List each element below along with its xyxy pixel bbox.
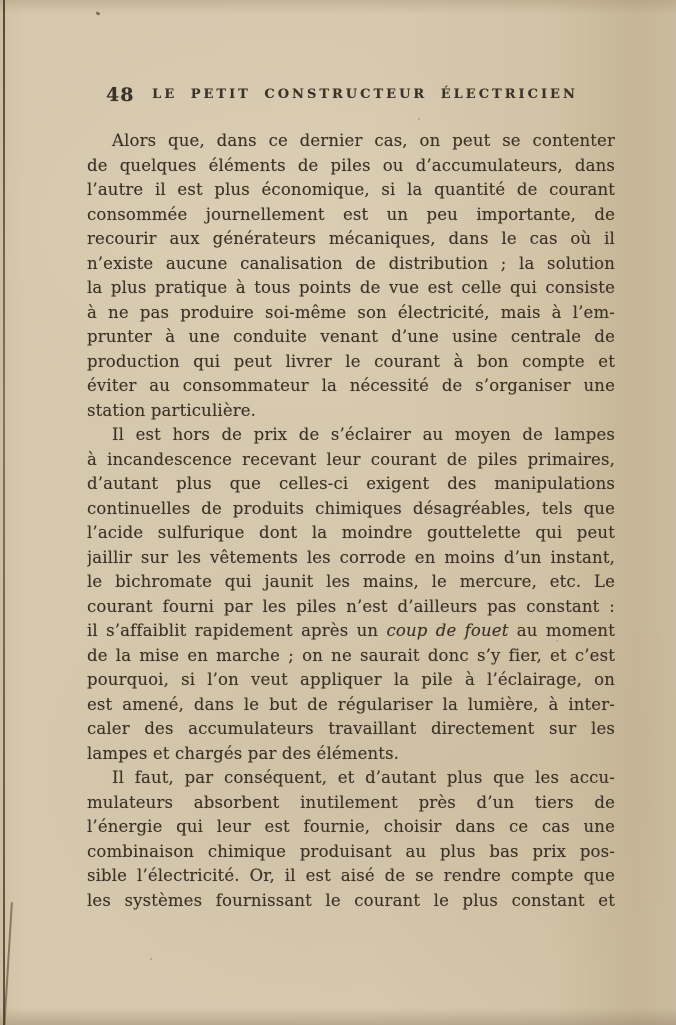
text-line: continuelles de produits chimiques désagréables, tels que — [87, 498, 615, 518]
paragraph — [87, 129, 615, 423]
text-line: courant fourni par les piles n’est d’ailleurs pas constant : — [87, 596, 615, 616]
text-line: consommée journellement est un peu importante, de — [87, 204, 615, 224]
text-line: Il faut, par conséquent, et d’autant plus que les accu- — [112, 768, 615, 787]
text-line: production qui peut livrer le courant à bon compte et — [87, 351, 615, 371]
text-line: sible l’électricité. Or, il est aisé de se rendre compte que — [87, 866, 615, 885]
text-line: les systèmes fournissant le courant le plus constant et — [87, 890, 615, 910]
text-line: recourir aux générateurs mécaniques, dans le cas où il — [87, 229, 615, 248]
text-line: l’autre il est plus économique, si la quantité de courant — [87, 180, 615, 199]
text-line: prunter à une conduite venant d’une usine centrale de — [87, 327, 615, 346]
text-line: la plus pratique à tous points de vue est celle qui consiste — [87, 278, 615, 297]
page-number: 48 — [106, 84, 135, 106]
text-line: Alors que, dans ce dernier cas, on peut se contenter — [112, 131, 615, 150]
text-line: caler des accumulateurs travaillant directement sur les — [87, 719, 615, 738]
text-line: lampes et chargés par des éléments. — [87, 743, 400, 763]
text-segment: il s’affaiblit rapidement après un — [87, 621, 387, 640]
text-line: éviter au consommateur la nécessité de s’organiser une — [87, 376, 615, 395]
text-segment: au moment — [508, 621, 615, 640]
paper-speck — [96, 11, 101, 15]
text-line: Il est hors de prix de s’éclairer au moyen de lampes — [112, 425, 615, 444]
text-line: mulateurs absorbent inutilement près d’un tiers de — [87, 792, 615, 812]
text-line: jaillir sur les vêtements les corrode en moins d’un instant, — [87, 547, 615, 567]
text-line: pourquoi, si l’on veut appliquer la pile à l’éclairage, on — [87, 670, 615, 689]
text-line: le bichromate qui jaunit les mains, le mercure, etc. Le — [87, 572, 615, 591]
body-text — [87, 129, 615, 913]
text-line: de la mise en marche ; on ne saurait donc s’y fier, et c’est — [87, 645, 615, 665]
text-line: l’énergie qui leur est fournie, choisir dans ce cas une — [87, 817, 615, 836]
text-line: de quelques éléments de piles ou d’accumulateurs, dans — [87, 155, 615, 175]
text-line: combinaison chimique produisant au plus bas prix pos- — [87, 841, 615, 861]
text-line: à incandescence recevant leur courant de piles primaires, — [87, 449, 615, 469]
text-line: station particulière. — [87, 400, 257, 420]
text-line: est amené, dans le but de régulariser la lumière, à inter- — [87, 694, 615, 714]
paper-speck — [418, 118, 420, 120]
paper-speck — [150, 958, 152, 960]
page-header — [87, 84, 615, 106]
text-line: d’autant plus que celles-ci exigent des manipulations — [87, 474, 615, 493]
text-line: n’existe aucune canalisation de distribution ; la solution — [87, 253, 615, 273]
italic-phrase: coup de fouet — [386, 621, 509, 640]
text-line: l’acide sulfurique dont la moindre gouttelette qui peut — [87, 523, 615, 542]
running-title: LE PETIT CONSTRUCTEUR ÉLECTRICIEN — [152, 87, 578, 102]
paragraph — [87, 766, 615, 913]
text-line-with-italic — [87, 619, 615, 644]
paragraph — [87, 423, 615, 766]
binding-edge-line — [3, 0, 5, 1025]
text-line: à ne pas produire soi-même son électricité, mais à l’em- — [87, 302, 615, 322]
